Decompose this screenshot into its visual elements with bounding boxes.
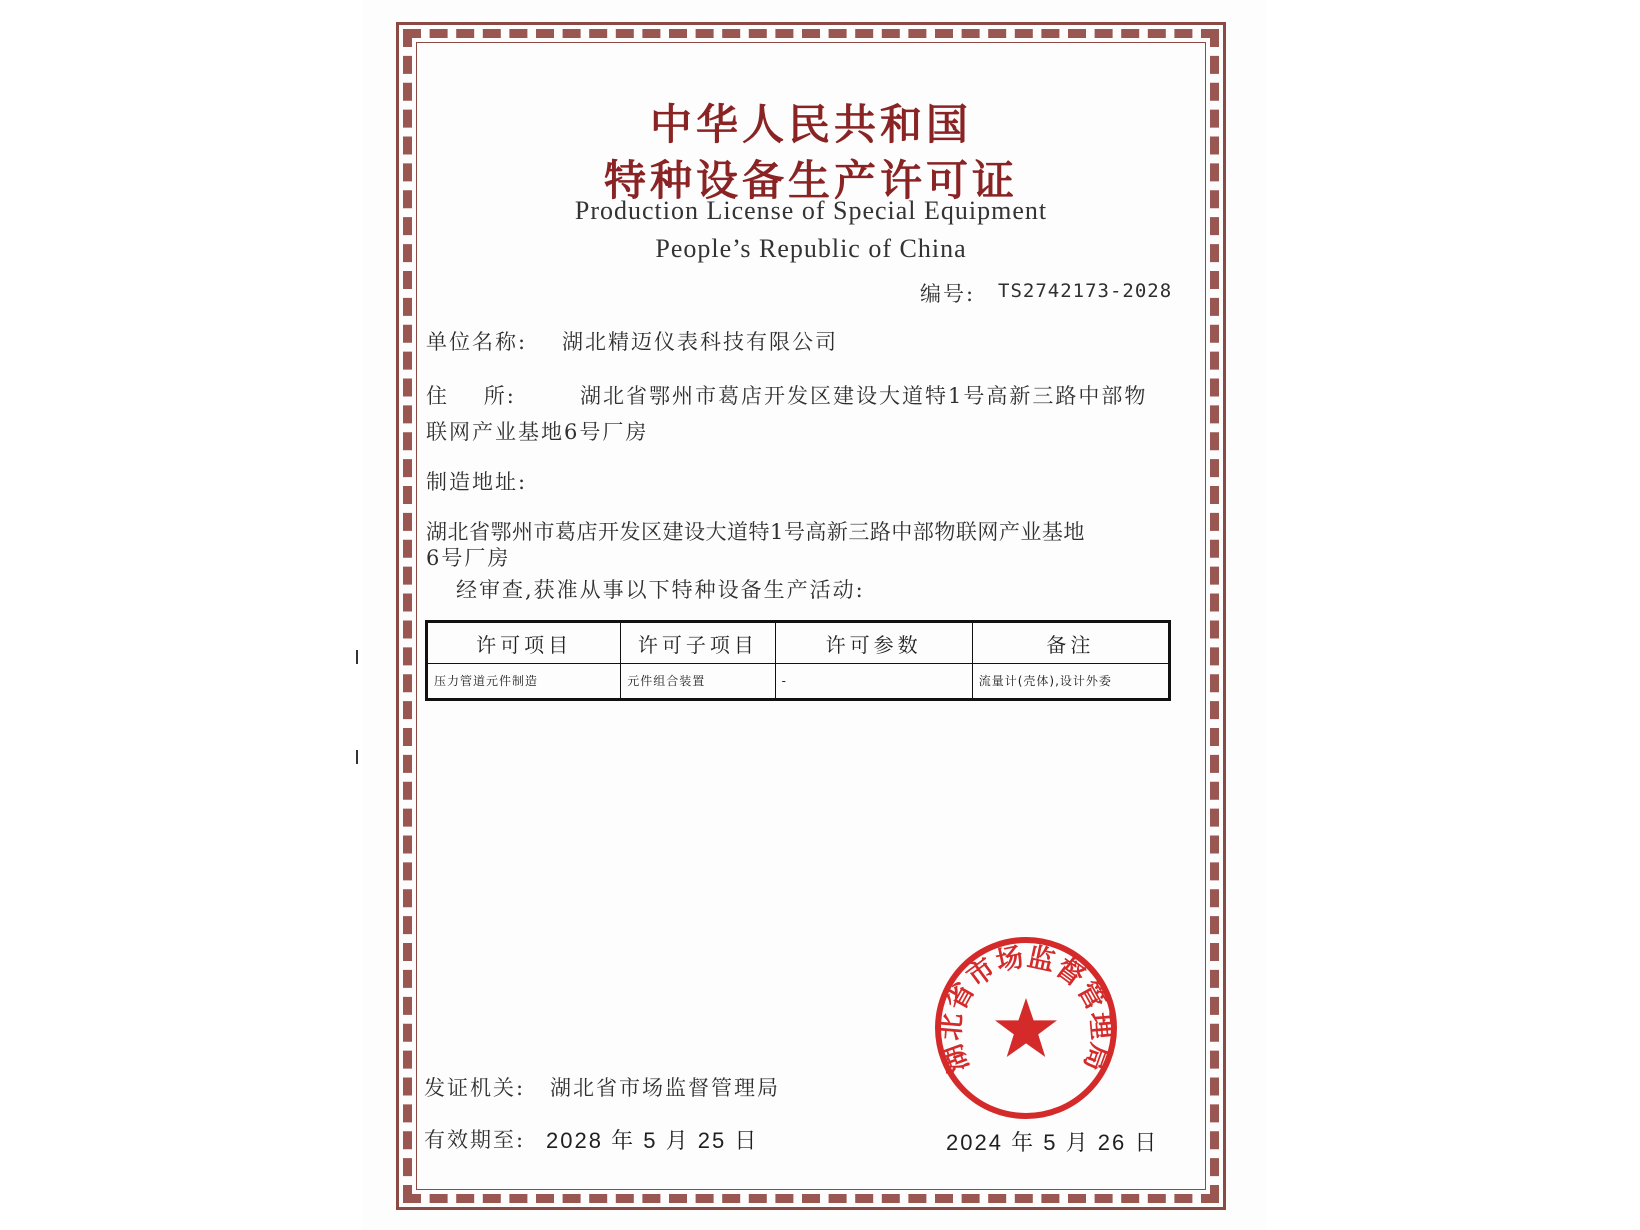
table-cell: 元件组合装置 — [621, 664, 775, 700]
license-number-label: 编号: — [920, 282, 976, 306]
column-header: 许可参数 — [775, 622, 972, 664]
validity-day: 25 — [697, 1128, 727, 1153]
column-header: 备注 — [972, 622, 1169, 664]
address-line2: 联网产业基地6号厂房 — [426, 420, 649, 444]
table-header-row — [427, 622, 1170, 664]
day-unit: 日 — [734, 1128, 759, 1153]
month-unit: 月 — [1065, 1130, 1090, 1155]
table-cell: - — [775, 664, 972, 700]
manufacturing-line1: 湖北省鄂州市葛店开发区建设大道特1号高新三路中部物联网产业基地 — [426, 520, 1085, 544]
seal-text: 湖北省市场监督管理局 — [935, 941, 1117, 1077]
company-name: 湖北精迈仪表科技有限公司 — [562, 330, 838, 354]
company-label: 单位名称: — [426, 330, 528, 354]
scan-mark — [356, 750, 358, 764]
official-seal — [934, 936, 1118, 1120]
validity-year: 2028 — [546, 1128, 603, 1153]
validity-month: 5 — [643, 1128, 658, 1153]
table-cell: 压力管道元件制造 — [427, 664, 621, 700]
approval-statement: 经审查,获准从事以下特种设备生产活动: — [456, 578, 865, 602]
address-line1: 湖北省鄂州市葛店开发区建设大道特1号高新三路中部物 — [580, 384, 1148, 408]
table-cell: 流量计(壳体),设计外委 — [972, 664, 1169, 700]
license-number: TS2742173-2028 — [998, 280, 1173, 302]
issue-date — [946, 1126, 1158, 1157]
year-unit: 年 — [611, 1128, 636, 1153]
table-row — [427, 664, 1170, 700]
issuer-name: 湖北省市场监督管理局 — [550, 1076, 780, 1100]
title-cn-line1: 中华人民共和国 — [649, 100, 972, 149]
title-en-line2: People’s Republic of China — [655, 234, 967, 263]
year-unit: 年 — [1011, 1130, 1036, 1155]
month-unit: 月 — [665, 1128, 690, 1153]
address-label: 住 所: — [426, 384, 516, 408]
manufacturing-line2: 6号厂房 — [426, 546, 511, 570]
manufacturing-label: 制造地址: — [426, 470, 528, 494]
star-icon — [995, 998, 1057, 1057]
issue-month: 5 — [1043, 1130, 1058, 1155]
scan-mark — [356, 650, 358, 664]
title-cn-line2: 特种设备生产许可证 — [603, 156, 1018, 205]
permit-table — [425, 620, 1171, 701]
column-header: 许可项目 — [427, 622, 621, 664]
title-en-line1: Production License of Special Equipment — [574, 196, 1048, 225]
issue-day: 26 — [1097, 1130, 1127, 1155]
issuer-label: 发证机关: — [424, 1076, 526, 1100]
validity-date — [546, 1124, 758, 1155]
column-header: 许可子项目 — [621, 622, 775, 664]
issue-year: 2024 — [946, 1130, 1003, 1155]
day-unit: 日 — [1134, 1130, 1159, 1155]
validity-label: 有效期至: — [424, 1128, 526, 1152]
